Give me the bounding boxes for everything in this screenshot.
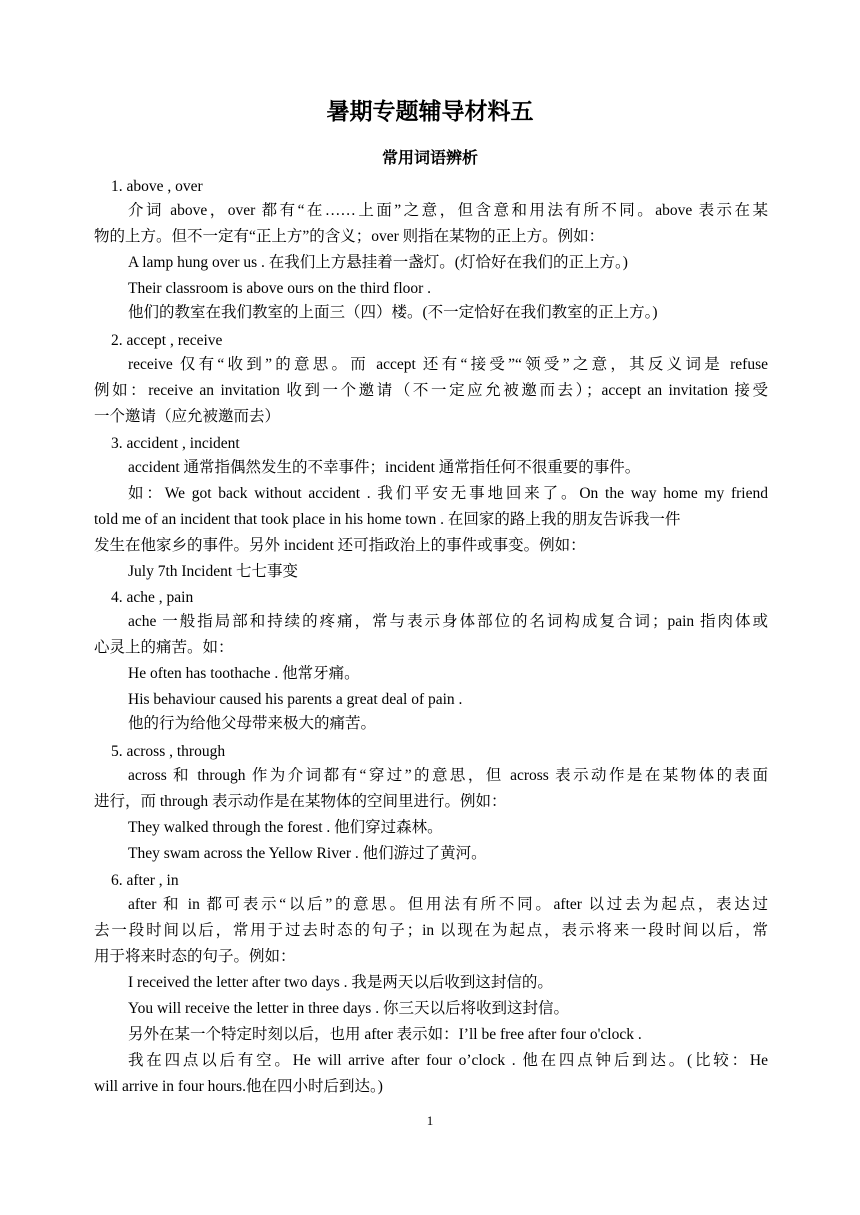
text-line: told me of an incident that took place in his home town . 在回家的路上我的朋友告诉我一件 xyxy=(94,511,681,528)
text-line: 进行，而 through 表示动作是在某物体的空间里进行。例如： xyxy=(94,793,507,810)
text-line: accident 通常指偶然发生的不幸事件；incident 通常指任何不很重要的事件。 xyxy=(128,459,641,476)
example-line: They walked through the forest . 他们穿过森林。 xyxy=(128,819,443,836)
text-line: 如：We got back without accident . 我们平安无事地回来了。On the way home my friend xyxy=(128,485,768,502)
example-line: They swam across the Yellow River . 他们游过了黄河。 xyxy=(128,845,487,862)
section-heading: 6. after , in xyxy=(111,872,179,889)
page-subtitle: 常用词语辨析 xyxy=(381,148,478,167)
example-line: 他们的教室在我们教室的上面三（四）楼。(不一定恰好在我们教室的正上方。) xyxy=(128,304,658,321)
section-heading: 5. across , through xyxy=(111,743,226,760)
text-line: 例如：receive an invitation 收到一个邀请（不一定应允被邀而去）；accept an invitation 接受 xyxy=(94,382,768,399)
text-line: 我在四点以后有空。He will arrive after four o’clock . 他在四点钟后到达。(比较：He xyxy=(128,1052,768,1069)
text-line: after 和 in 都可表示“以后”的意思。但用法有所不同。after 以过去为起点，表达过 xyxy=(128,896,768,913)
example-line: July 7th Incident 七七事变 xyxy=(128,563,299,580)
section-heading: 1. above , over xyxy=(111,178,203,195)
text-line: 心灵上的痛苦。如： xyxy=(94,639,234,656)
text-line: ache 一般指局部和持续的疼痛，常与表示身体部位的名词构成复合词；pain 指肉体或 xyxy=(128,613,768,630)
text-line: 另外在某一个特定时刻以后，也用 after 表示如：I’ll be free after four o'clock . xyxy=(128,1026,642,1043)
example-line: His behaviour caused his parents a great deal of pain . xyxy=(128,691,463,708)
example-line: I received the letter after two days . 我是两天以后收到这封信的。 xyxy=(128,974,553,991)
text-line: 发生在他家乡的事件。另外 incident 还可指政治上的事件或事变。例如： xyxy=(94,537,586,554)
example-line: 他的行为给他父母带来极大的痛苦。 xyxy=(128,715,377,732)
text-line: 物的上方。但不一定有“正上方”的含义；over 则指在某物的正上方。例如： xyxy=(94,228,605,245)
section-heading: 2. accept , receive xyxy=(111,332,223,349)
section-heading: 4. ache , pain xyxy=(111,589,194,606)
text-line: receive 仅有“收到”的意思。而 accept 还有“接受”“领受”之意，其反义词是 refuse xyxy=(128,356,768,373)
page-number: 1 xyxy=(426,1113,434,1128)
text-line: 用于将来时态的句子。例如： xyxy=(94,948,296,965)
text-line: 一个邀请（应允被邀而去） xyxy=(94,408,281,425)
example-line: He often has toothache . 他常牙痛。 xyxy=(128,665,360,682)
example-line: A lamp hung over us . 在我们上方悬挂着一盏灯。(灯恰好在我们的正上方。) xyxy=(128,254,628,271)
page-title: 暑期专题辅导材料五 xyxy=(326,99,534,125)
text-line: 去一段时间以后，常用于过去时态的句子；in 以现在为起点，表示将来一段时间以后，常 xyxy=(94,922,768,939)
text-line: will arrive in four hours.他在四小时后到达。) xyxy=(94,1078,383,1095)
example-line: Their classroom is above ours on the third floor . xyxy=(128,280,432,297)
example-line: You will receive the letter in three days . 你三天以后将收到这封信。 xyxy=(128,1000,569,1017)
section-heading: 3. accident , incident xyxy=(111,435,240,452)
text-line: across 和 through 作为介词都有“穿过”的意思，但 across 表示动作是在某物体的表面 xyxy=(128,767,768,784)
text-line: 介词 above，over 都有“在……上面”之意，但含意和用法有所不同。above 表示在某 xyxy=(128,202,768,219)
